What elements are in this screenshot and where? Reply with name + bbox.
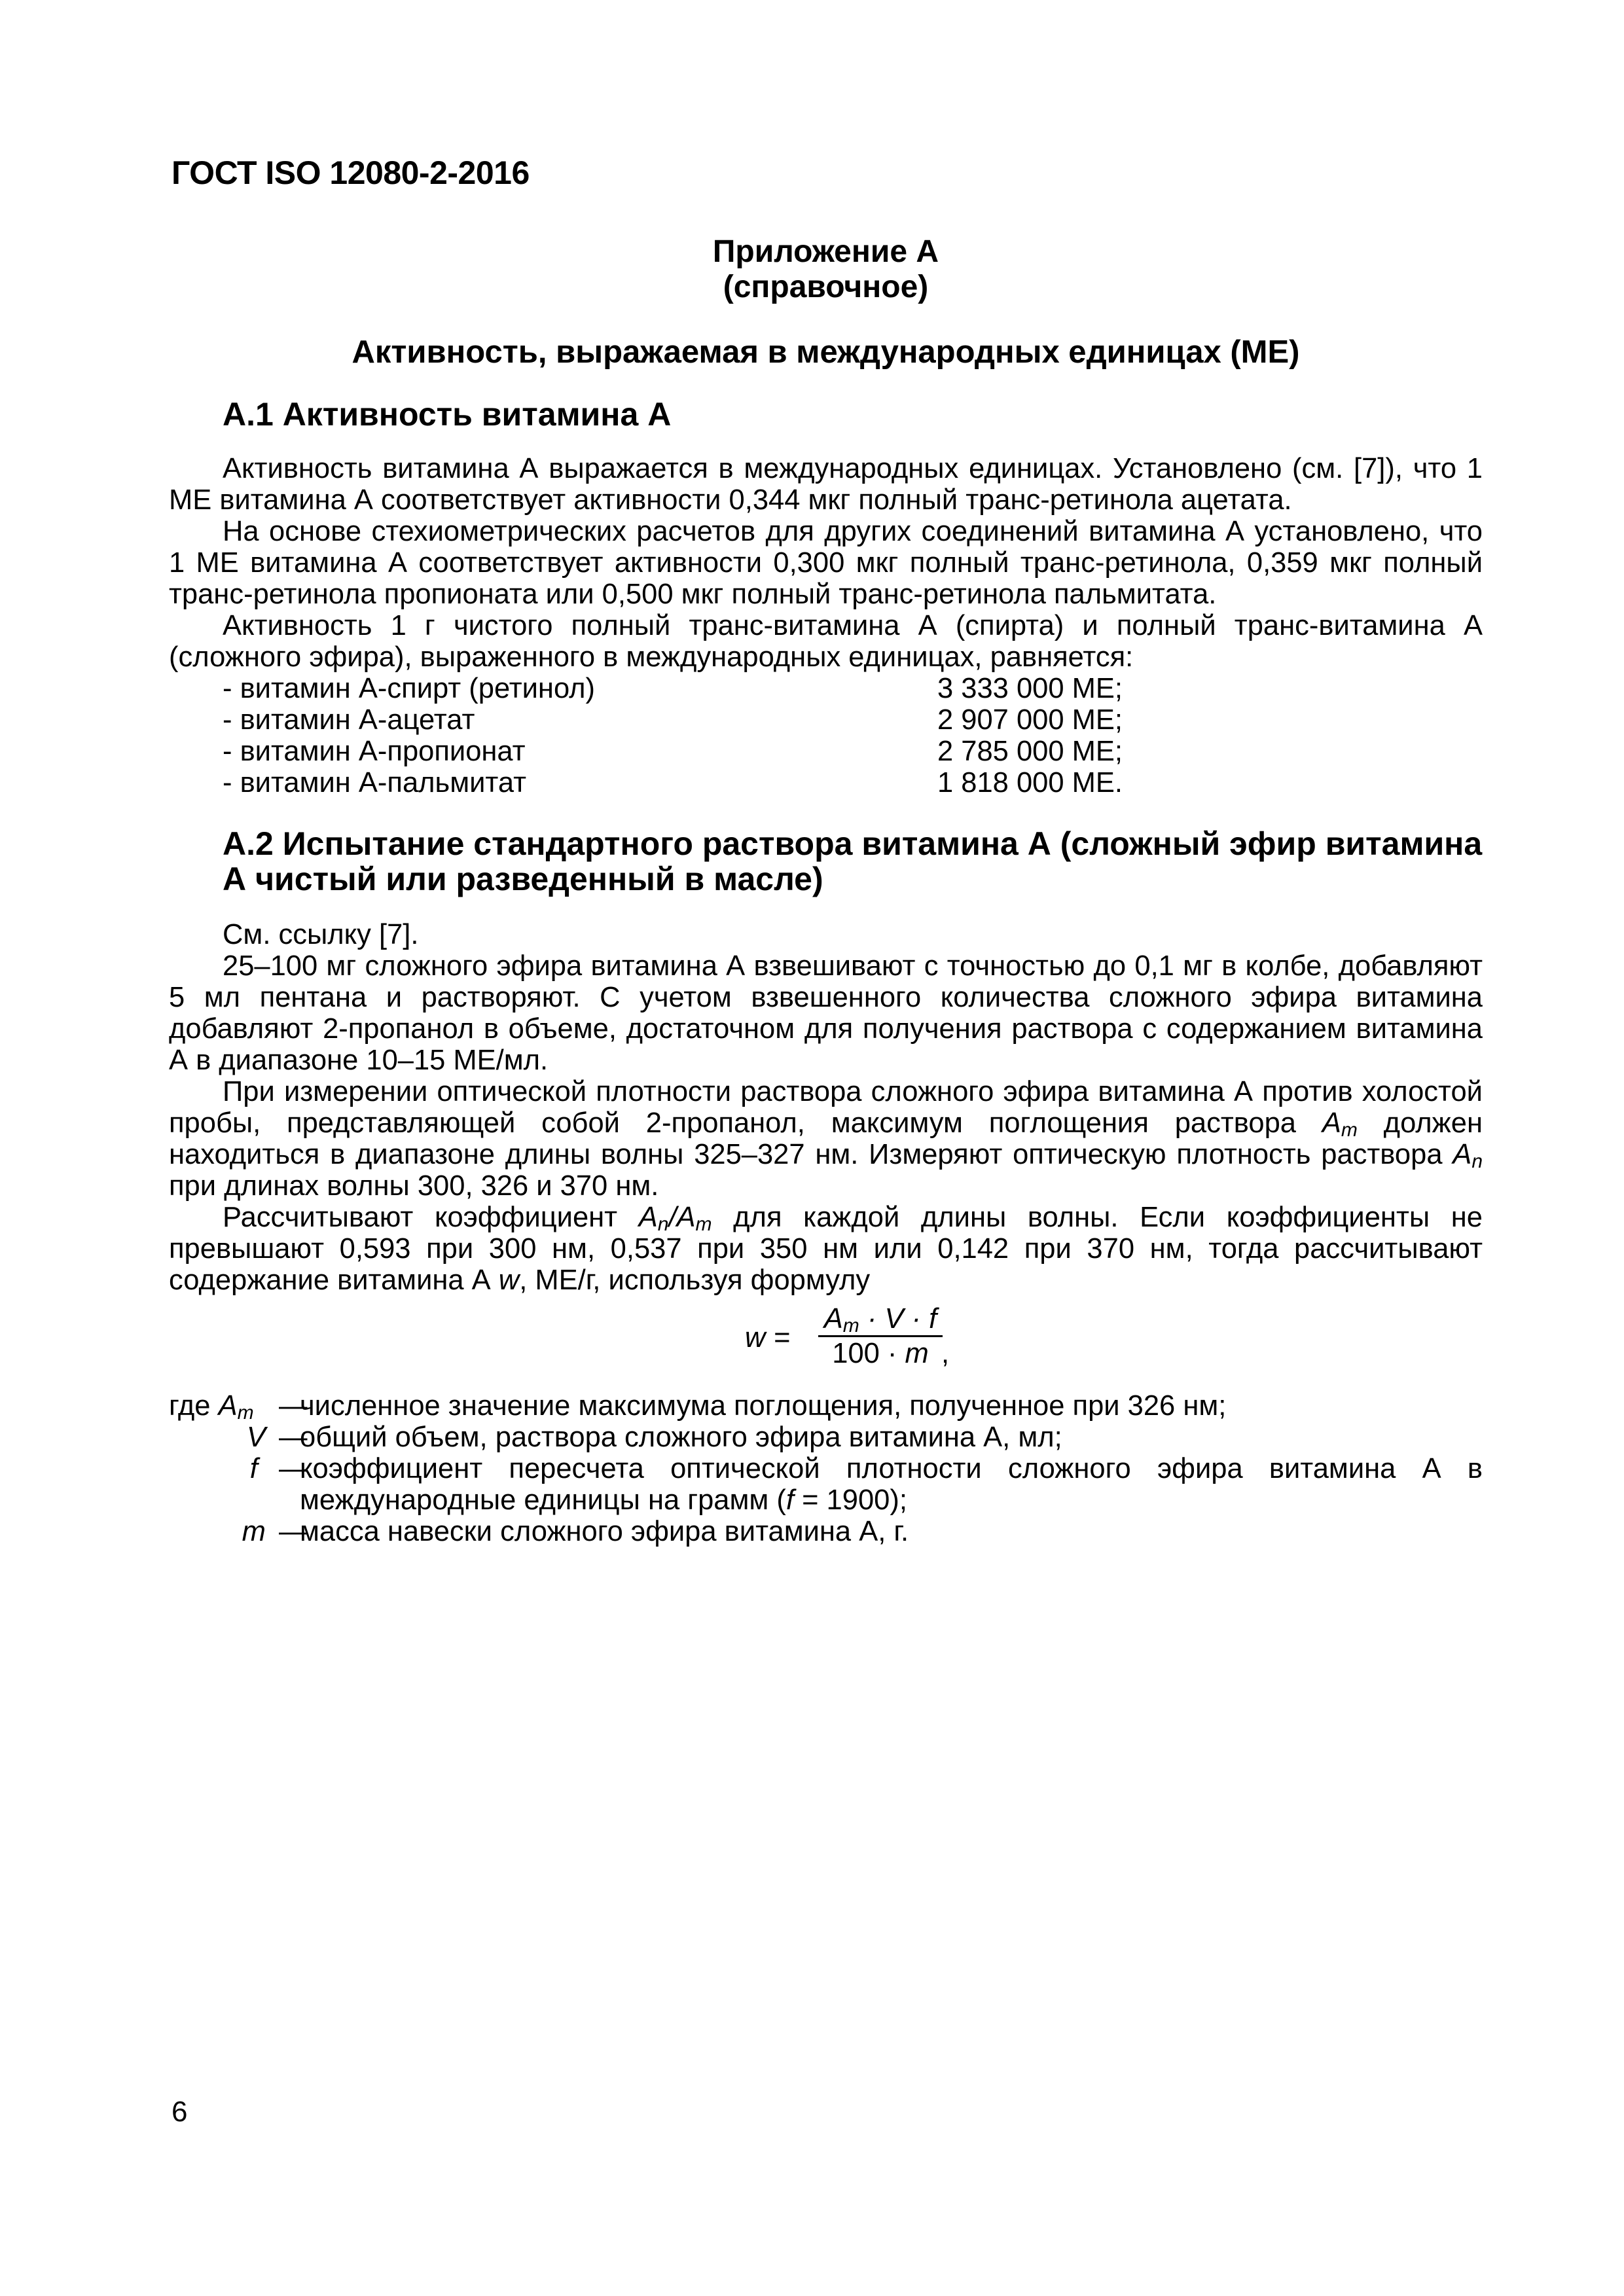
activity-list	[169, 673, 1483, 798]
list-item	[169, 704, 1483, 736]
legend-symbol: где $A_m$	[169, 1390, 254, 1424]
fraction-bar	[818, 1335, 943, 1337]
list-item-label: - витамин А-пальмитат	[223, 767, 527, 798]
appendix-heading: Активность, выражаемая в международных единицах (МЕ)	[352, 334, 1300, 370]
list-item-value: 2 785 000 МЕ;	[937, 736, 1123, 767]
legend-description: коэффициент пересчета оптической плотности сложного эфира витамина А в международные единицы на грамм (f = 1900);	[300, 1453, 1483, 1516]
section-a1-heading: А.1 Активность витамина А	[223, 396, 672, 433]
list-item-label: - витамин А-ацетат	[223, 704, 475, 736]
list-item	[169, 673, 1483, 704]
list-item-label: - витамин А-пропионат	[223, 736, 526, 767]
document-header: ГОСТ ISO 12080-2-2016	[171, 154, 530, 191]
paragraph: На основе стехиометрических расчетов для других соединений витамина А установлено, что 1 МЕ витамина А соответствует активности 0,300 мкг полный транс-ретинола, 0,359 мкг полный транс-ретинола пропионата или 0,500 мкг полный транс-ретинола пальмитата.	[169, 516, 1483, 610]
list-item-value: 3 333 000 МЕ;	[937, 673, 1123, 704]
legend-symbol: m	[242, 1516, 266, 1547]
legend-symbol: V	[246, 1422, 266, 1453]
section-a2-heading: А.2 Испытание стандартного раствора витамина А (сложный эфир витамина А чистый или разведенный в масле)	[223, 825, 1483, 897]
legend-item: m — масса навески сложного эфира витамина А, г.	[169, 1516, 1483, 1547]
appendix-subtitle: (справочное)	[723, 270, 929, 304]
list-item-value: 1 818 000 МЕ.	[937, 767, 1123, 798]
legend-item: f — коэффициент пересчета оптической плотности сложного эфира витамина А в международные единицы на грамм (f = 1900);	[169, 1453, 1483, 1516]
legend-description: общий объем, раствора сложного эфира витамина А, мл;	[300, 1422, 1062, 1453]
formula-fraction	[818, 1304, 943, 1369]
list-item	[169, 736, 1483, 767]
section-a1-body	[169, 453, 1483, 798]
legend-item: где $A_m$ — численное значение максимума поглощения, полученное при 326 нм;	[169, 1390, 1483, 1422]
section-a2-body	[169, 919, 1483, 1296]
list-item-label: - витамин А-спирт (ретинол)	[223, 673, 596, 704]
paragraph: Рассчитывают коэффициент $A_n/A_m$ для каждой длины волны. Если коэффициенты не превышают 0,593 при 300 нм, 0,537 при 350 нм или 0,142 при 370 нм, тогда рассчитывают содержание витамина А w, МЕ/г, используя формулу	[169, 1202, 1483, 1296]
page-number: 6	[171, 2096, 188, 2128]
paragraph: Активность витамина А выражается в международных единицах. Установлено (см. [7]), что 1 МЕ витамина А соответствует активности 0,344 мкг полный транс-ретинола ацетата.	[169, 453, 1483, 516]
formula-lhs: w =	[745, 1322, 790, 1354]
paragraph: При измерении оптической плотности раствора сложного эфира витамина А против холостой пробы, представляющей собой 2-пропанол, максимум поглощения раствора $A_m$ должен находиться в диапазоне длины волны 325–327 нм. Измеряют оптическую плотность раствора $A_n$ при длинах волны 300, 326 и 370 нм.	[169, 1076, 1483, 1202]
legend-description: численное значение максимума поглощения, полученное при 326 нм;	[300, 1390, 1227, 1422]
legend-symbol: f	[249, 1453, 258, 1484]
formula-legend	[169, 1390, 1483, 1547]
list-item-value: 2 907 000 МЕ;	[937, 704, 1123, 736]
legend-item: V — общий объем, раствора сложного эфира витамина А, мл;	[169, 1422, 1483, 1453]
document-page: ГОСТ ISO 12080-2-2016 Приложение А (справочное) Активность, выражаемая в международных единицах (МЕ) А.1 Активность витамина А Активность витамина А выражается в международных единицах. Установлено (см. [7]), что 1 МЕ витамина А соответствует активности 0,344 мкг полный транс-ретинола ацетата. На основе стехиометрических расчетов для других соединений витамина А установлено, что 1 МЕ витамина А соответствует активности 0,300 мкг полный транс-ретинола, 0,359 мкг полный транс-ретинола пропионата или 0,500 мкг полный транс-ретинола пальмитата. Активность 1 г чистого полный транс-витамина А (спирта) и полный транс-витамина А (сложного эфира), выраженного в международных единицах, равняется: - витамин А-спирт (ретинол) 3 333 000 МЕ; - витамин А-ацетат 2 907 000 МЕ; - витамин А-пропионат 2 785 000 МЕ; - витамин А-пальмитат 1 818 000 МЕ. А.2 Испытание стандартного раствора витамина А (сложный эфир витамина А чистый или разведенный в масле) См. ссылку [7]. 25–100 мг сложного эфира витамина А взвешивают с точностью до 0,1 мг в колбе, добавляют 5 мл пентана и растворяют. С учетом взвешенного количества сложного эфира витамина добавляют 2-пропанол в объеме, достаточном для получения раствора с содержанием витамина А в диапазоне 10–15 МЕ/мл. При измерении оптической плотности раствора сложного эфира витамина А против холостой пробы, представляющей собой 2-пропанол, максимум поглощения раствора $A_m$ должен находиться в диапазоне длины волны 325–327 нм. Измеряют оптическую плотность раствора $A_n$ при длинах волны 300, 326 и 370 нм. Рассчитывают коэффициент $A_n/A_m$ для каждой длины волны. Если коэффициенты не превышают 0,593 при 300 нм, 0,537 при 350 нм или 0,142 при 370 нм, тогда рассчитывают содержание витамина А w, МЕ/г, используя формулу w = $A_m \cdot V \cdot f$ 100 · m , где $A_m$ — численное значение максимума поглощения, полученное при 326 нм; V — общий объем, раствора сложного эфира витамина А, мл; f — коэффициент пересчета оптической плотности сложного эфира витамина А в международные единицы на грамм (f = 1900); m — масса навески сложного эфира витамина А, г. 6	[0, 0, 1624, 2296]
appendix-title: Приложение А	[712, 234, 939, 269]
list-item	[169, 767, 1483, 798]
paragraph: 25–100 мг сложного эфира витамина А взвешивают с точностью до 0,1 мг в колбе, добавляют 5 мл пентана и растворяют. С учетом взвешенного количества сложного эфира витамина добавляют 2-пропанол в объеме, достаточном для получения раствора с содержанием витамина А в диапазоне 10–15 МЕ/мл.	[169, 950, 1483, 1076]
paragraph: См. ссылку [7].	[223, 919, 419, 950]
paragraph: Активность 1 г чистого полный транс-витамина А (спирта) и полный транс-витамина А (сложного эфира), выраженного в международных единицах, равняется:	[169, 610, 1483, 673]
legend-description: масса навески сложного эфира витамина А, г.	[300, 1516, 909, 1547]
formula-numerator: $A_m \cdot V \cdot f$	[823, 1303, 937, 1336]
formula-denominator: 100 · m	[832, 1338, 929, 1369]
